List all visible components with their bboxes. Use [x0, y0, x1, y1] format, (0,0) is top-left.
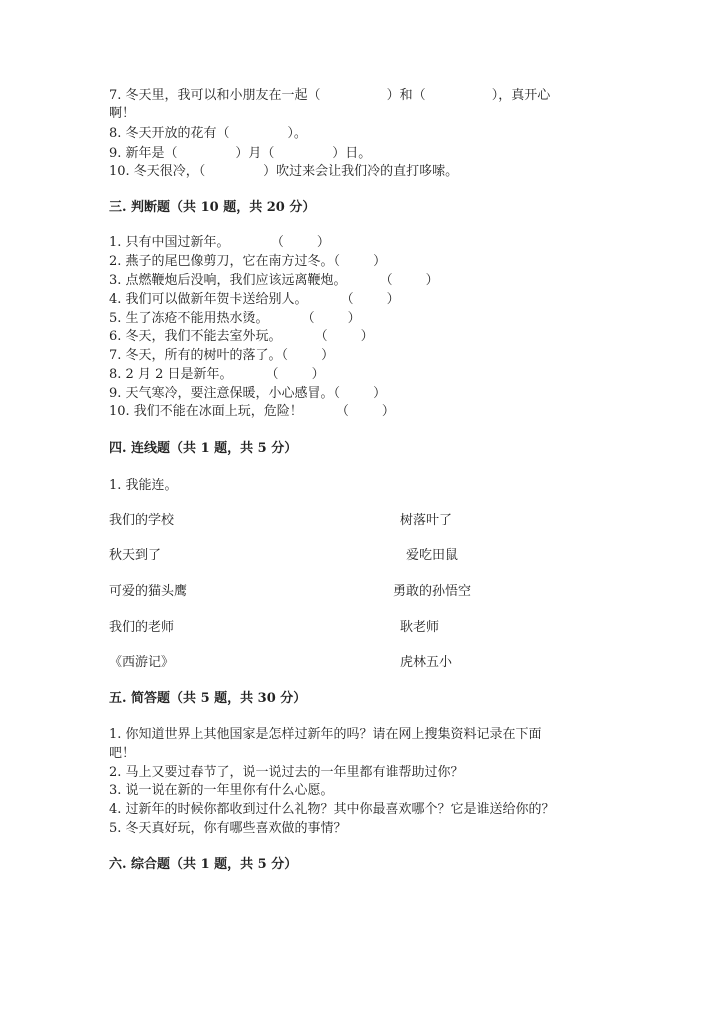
fill-blank-item: 10. 冬天很冷，（ ）吹过来会让我们冷的直打哆嗦。: [109, 164, 459, 179]
judge-item: 10. 我们不能在冰面上玩，危险！ （ ）: [109, 404, 395, 419]
match-left-item: 我们的老师: [109, 620, 175, 635]
judge-item: 2. 燕子的尾巴像剪刀，它在南方过冬。（ ）: [109, 254, 387, 269]
match-left-item: 可爱的猫头鹰: [109, 584, 188, 599]
fill-blank-item: 7. 冬天里，我可以和小朋友在一起（ ）和（ ），真开心: [109, 88, 551, 103]
match-left-item: 秋天到了: [109, 548, 162, 563]
judge-item: 9. 天气寒冷，要注意保暖，小心感冒。（ ）: [109, 386, 387, 401]
short-answer-item: 3. 说一说在新的一年里你有什么心愿。: [109, 783, 334, 798]
match-right-item: 爱吃田鼠: [406, 548, 459, 563]
judge-item: 5. 生了冻疮不能用热水烫。 （ ）: [109, 311, 361, 326]
short-answer-item: 4. 过新年的时候你都收到过什么礼物？其中你最喜欢哪个？它是谁送给你的？: [109, 802, 555, 817]
match-prompt: 1. 我能连。: [109, 478, 178, 493]
judge-item: 3. 点燃鞭炮后没响，我们应该远离鞭炮。 （ ）: [109, 273, 439, 288]
fill-blank-item: 8. 冬天开放的花有（ ）。: [109, 126, 307, 141]
judge-item: 8. 2 月 2 日是新年。 （ ）: [109, 367, 325, 382]
fill-blank-item-wrap: 啊！: [109, 106, 136, 121]
match-right-item: 树落叶了: [400, 513, 453, 528]
section-heading-match: 四. 连线题（共 1 题，共 5 分）: [109, 441, 298, 456]
short-answer-item: 2. 马上又要过春节了，说一说过去的一年里都有谁帮助过你？: [109, 765, 464, 780]
short-answer-item: 1. 你知道世界上其他国家是怎样过新年的吗？请在网上搜集资料记录在下面: [109, 727, 542, 742]
match-right-item: 耿老师: [400, 620, 440, 635]
judge-item: 4. 我们可以做新年贺卡送给别人。 （ ）: [109, 292, 400, 307]
judge-item: 7. 冬天，所有的树叶的落了。（ ）: [109, 348, 335, 363]
fill-blank-item: 9. 新年是（ ）月（ ）日。: [109, 146, 372, 161]
short-answer-item: 5. 冬天真好玩，你有哪些喜欢做的事情？: [109, 821, 347, 836]
judge-item: 6. 冬天，我们不能去室外玩。 （ ）: [109, 329, 374, 344]
match-left-item: 我们的学校: [109, 513, 175, 528]
match-right-item: 勇敢的孙悟空: [393, 584, 472, 599]
section-heading-short-answer: 五. 简答题（共 5 题，共 30 分）: [109, 691, 307, 706]
match-right-item: 虎林五小: [400, 655, 453, 670]
section-heading-judge: 三. 判断题（共 10 题，共 20 分）: [109, 200, 316, 215]
match-left-item: 《西游记》: [109, 655, 175, 670]
short-answer-item-wrap: 吧！: [109, 746, 136, 761]
section-heading-comprehensive: 六. 综合题（共 1 题，共 5 分）: [109, 857, 298, 872]
judge-item: 1. 只有中国过新年。 （ ）: [109, 235, 330, 250]
